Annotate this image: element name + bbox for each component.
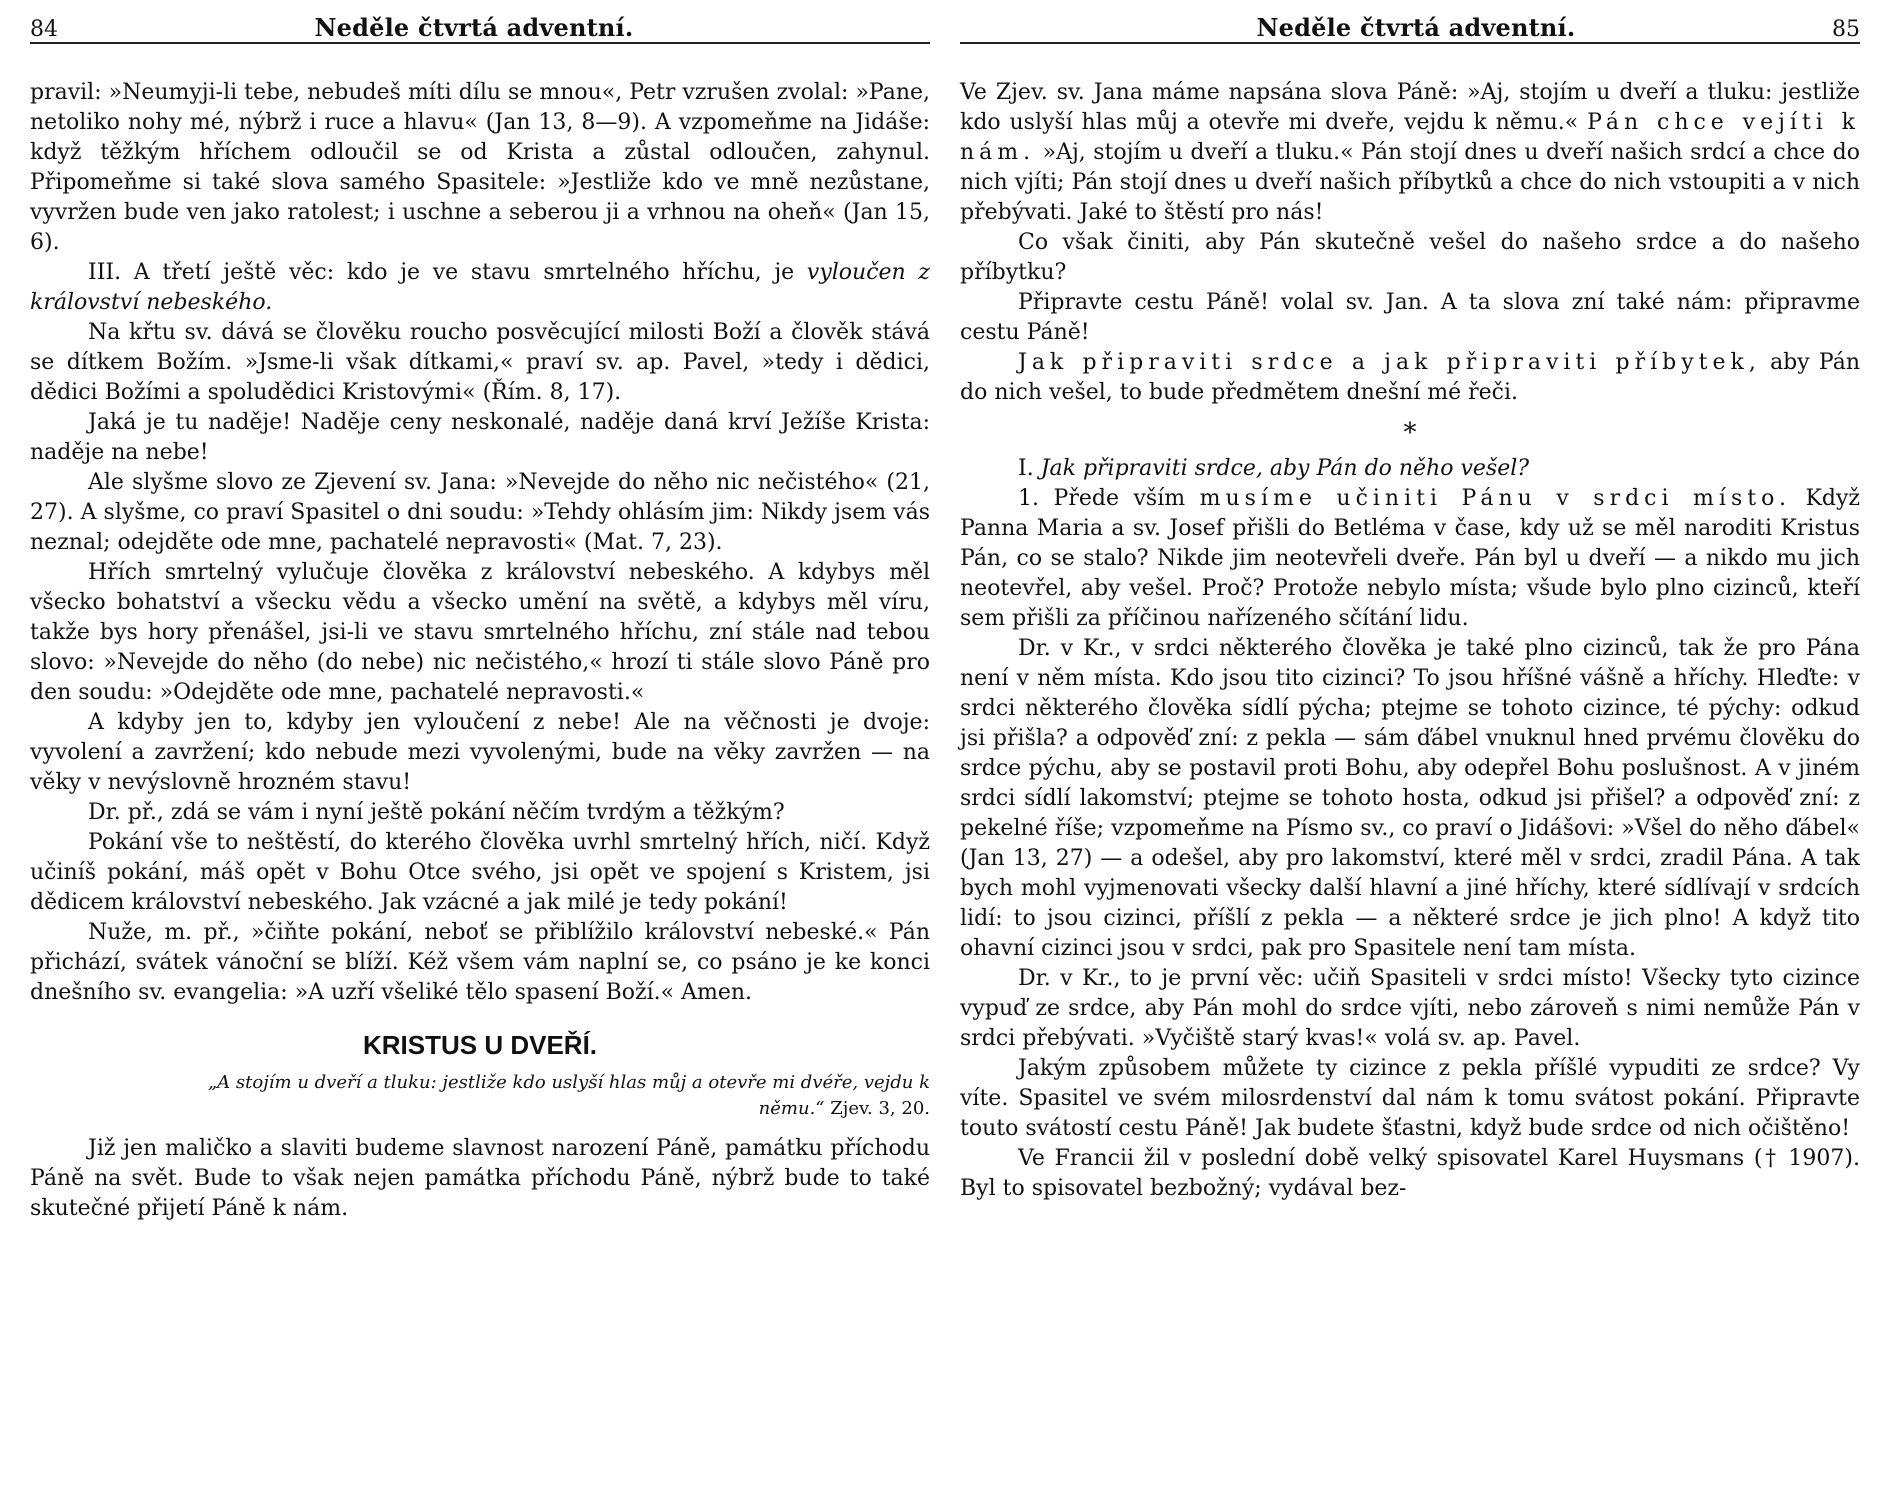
text-run: Když Panna Maria a sv. Josef přišli do Betléma v čase, kdy už se měl naroditi Kristus Pán, co se stalo? Nikde jim neotevřeli dveře. Pán byl u dveří — a nikdo mu jich neotevřel, aby vešel. Proč? Protože nebylo místa; všude bylo plno cizinců, kteří sem přišli za příčinou nařízeného sčítání lidu. (960, 486, 1861, 631)
paragraph: Co však činiti, aby Pán skutečně vešel do našeho srdce a do našeho příbytku? (960, 230, 1860, 285)
running-title: Neděle čtvrtá adventní. (314, 13, 634, 42)
subsection-heading (960, 454, 1860, 484)
paragraph: Pokání vše to neštěstí, do kterého člověka uvrhl smrtelný hřích, ničí. Když učiníš pokání, máš opět v Bohu Otce svého, jsi opět ve spojení s Kristem, jsi dědicem království nebeského. Jak vzácné a jak milé je tedy pokání! (30, 830, 930, 915)
text-run: 1. Přede vším (1018, 486, 1200, 511)
paragraph (960, 78, 1860, 228)
section-title: KRISTUS U DVEŘÍ. (362, 1030, 598, 1060)
paragraph: Dr. př., zdá se vám i nyní ještě pokání něčím tvrdým a těžkým? (88, 800, 785, 825)
left-page-header (30, 0, 930, 44)
paragraph (960, 348, 1860, 408)
paragraph: Ale slyšme slovo ze Zjevení sv. Jana: »Nevejde do něho nic nečistého« (21, 27). A slyšme, co praví Spasitel o dni soudu: »Tehdy ohlásím jim: Nikdy jsem vás neznal; odejděte ode mne, pachatelé nepravosti« (Mat. 7, 23). (30, 470, 930, 555)
page-number: 85 (1831, 17, 1860, 42)
paragraph (960, 484, 1860, 634)
heading-italic: Jak připraviti srdce, aby Pán do něho vešel? (1040, 456, 1530, 481)
italic-text: vyloučen z království nebeského. (30, 260, 930, 315)
paragraph: Na křtu sv. dává se člověku roucho posvěcující milosti Boží a člověk stává se dítkem Božím. »Jsme-li však dítkami,« praví sv. ap. Pavel, »tedy i dědici, dědici Božími a spoludědici Kristovými« (Řím. 8, 17). (30, 320, 930, 405)
left-body-text (30, 78, 930, 1224)
paragraph: Jaká je tu naděje! Naděje ceny neskonalé, naděje daná krví Ježíše Krista: naděje na nebe! (30, 410, 930, 465)
spaced-text: Pán chce vejíti k nám. (960, 110, 1860, 165)
spaced-text: musíme učiniti Pánu v srdci místo. (1199, 486, 1791, 511)
paragraph: Nuže, m. př., »čiňte pokání, neboť se přiblížilo království nebeské.« Pán přichází, svátek vánoční se blíží. Kéž všem vám naplní se, co psáno je ke konci dnešního sv. evangelia: »A uzří všeliké tělo spasení Boží.« Amen. (30, 920, 930, 1005)
motto-reference: Zjev. 3, 20. (830, 1098, 930, 1119)
left-page (30, 0, 930, 1500)
paragraph: Ve Francii žil v poslední době velký spisovatel Karel Huysmans († 1907). Byl to spisovatel bezbožný; vydával bez- (960, 1146, 1860, 1201)
paragraph: Jakým způsobem můžete ty cizince z pekla příšlé vypuditi ze srdce? Vy víte. Spasitel ve svém milosrdenství dal nám k tomu svátost pokání. Připravte touto svátostí cestu Páně! Jak budete šťastni, když bude srdce od nich očištěno! (960, 1056, 1860, 1141)
paragraph (30, 258, 930, 318)
paragraph: Dr. v Kr., to je první věc: učiň Spasiteli v srdci místo! Všecky tyto cizince vypuď ze srdce, aby Pán mohl do srdce vjíti, nebo zároveň s nimi nemůže Pán v srdci přebývati. »Vyčiště starý kvas!« volá sv. ap. Pavel. (960, 966, 1860, 1051)
section-divider-star: * (1403, 418, 1417, 448)
page-number: 84 (30, 17, 58, 42)
motto-quote: „A stojím u dveří a tluku: jestliže kdo uslyší hlas můj a otevře mi dvéře, vejdu k němu.“ (207, 1072, 930, 1119)
text-run: Ve Zjev. sv. Jana máme napsána slova Páně: »Aj, stojím u dveří a tluku: jestliže kdo uslyší hlas můj a otevře mi dveře, vejdu k němu.« (960, 80, 1860, 135)
spaced-text: Jak připraviti srdce a jak připraviti příbytek, (1018, 350, 1761, 375)
right-body-text (960, 78, 1860, 1204)
text-run: aby Pán do nich vešel, to bude předmětem dnešní mé řeči. (960, 350, 1861, 405)
paragraph: Již jen maličko a slaviti budeme slavnost narození Páně, památku příchodu Páně na svět. Bude to však nejen památka příchodu Páně, nýbrž bude to také skutečné přijetí Páně k nám. (30, 1136, 930, 1221)
paragraph: Hřích smrtelný vylučuje člověka z království nebeského. A kdybys měl všecko bohatství a všecku vědu a všecko umění na světě, a kdybys měl víru, takže bys hory přenášel, jsi-li ve stavu smrtelného hříchu, zní stále nad tebou slovo: »Nevejde do něho (do nebe) nic nečistého,« hrozí ti stále slovo Páně pro den soudu: »Odejděte ode mne, pachatelé nepravosti.« (30, 560, 930, 705)
right-page-header (960, 0, 1860, 44)
text-run: »Aj, stojím u dveří a tluku.« Pán stojí dnes u dveří našich srdcí a chce do nich vjíti; Pán stojí dnes u dveří našich příbytků a chce do nich vstoupiti a v nich přebývati. Jaké to štěstí pro nás! (960, 140, 1860, 225)
running-title: Neděle čtvrtá adventní. (1256, 13, 1576, 42)
heading-number: I. (1018, 456, 1041, 481)
paragraph: pravil: »Neumyji-li tebe, nebudeš míti dílu se mnou«, Petr vzrušen zvolal: »Pane, netoliko nohy mé, nýbrž i ruce a hlavu« (Jan 13, 8—9). A vzpomeňme na Jidáše: když těžkým hříchem odloučil se od Krista a zůstal odloučen, zahynul. Připomeňme si také slova samého Spasitele: »Jestliže kdo ve mně nezůstane, vyvržen bude ven jako ratolest; i uschne a seberou ji a vrhnou na oheň« (Jan 15, 6). (30, 80, 931, 255)
paragraph: Připravte cestu Páně! volal sv. Jan. A ta slova zní také nám: připravme cestu Páně! (960, 290, 1860, 345)
paragraph: Dr. v Kr., v srdci některého člověka je také plno cizinců, tak že pro Pána není v něm místa. Kdo jsou tito cizinci? To jsou hříšné vášně a hříchy. Hleďte: v srdci některého člověka sídlí pýcha; ptejme se tohoto cizince, té pýchy: odkud jsi přišla? a odpověď zní: z pekla — sám ďábel vnuknul hned prvému člověku do srdce pýchu, aby se postavil proti Bohu, aby odepřel Bohu poslušnost. A v jiném srdci sídlí lakomství; ptejme se tohoto hosta, odkud jsi přišel? a odpověď zní: z pekelné říše; vzpomeňme na Písmo sv., co praví o Jidášovi: »Všel do něho ďábel« (Jan 13, 27) — a odešel, aby pro lakomství, které měl v srdci, zradil Pána. A tak bych mohl vyjmenovati všecky další hlavní a jiné hříchy, které sídlívají v srdcích lidí: to jsou cizinci, příšlí z pekla — a některé srdce je jich plno! A když tito ohavní cizinci jsou v srdci, pak pro Spasitele není tam místa. (960, 636, 1860, 961)
paragraph: A kdyby jen to, kdyby jen vyloučení z nebe! Ale na věčnosti je dvoje: vyvolení a zavržení; kdo nebude mezi vyvolenými, bude na věky zavržen — na věky v nevýslovně hrozném stavu! (30, 710, 930, 795)
text-run: III. A třetí ještě věc: kdo je ve stavu smrtelného hříchu, je (88, 260, 807, 285)
motto (150, 1070, 930, 1122)
right-page (960, 0, 1860, 1500)
